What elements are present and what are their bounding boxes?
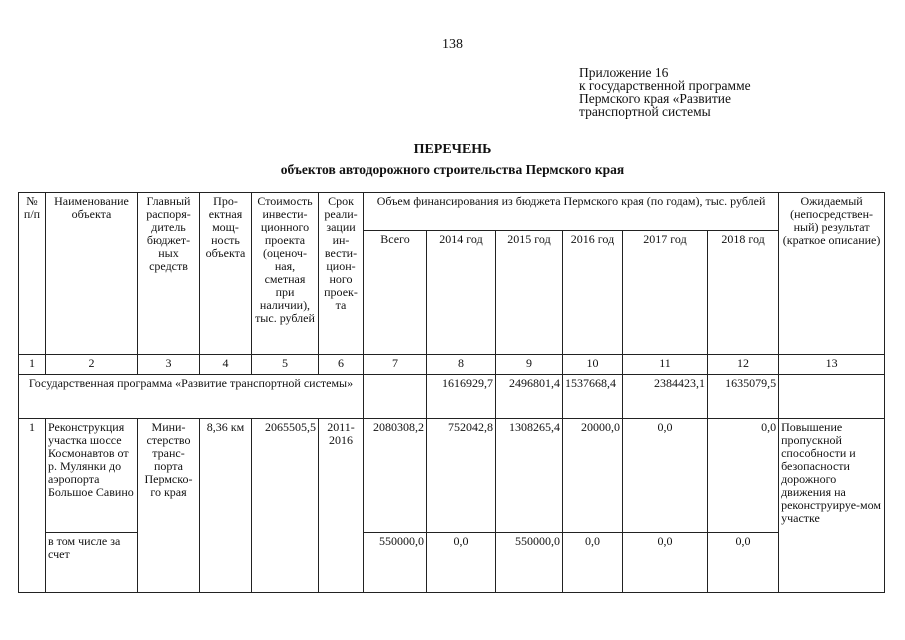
object-result: Повышение пропускной способности и безопасности дорожного движения на реконструируе-мом участке: [779, 419, 885, 593]
column-number: 4: [200, 355, 252, 375]
subrow-2015: 550000,0: [496, 533, 563, 593]
object-2016: 20000,0: [563, 419, 623, 533]
column-number: 13: [779, 355, 885, 375]
header-2015: 2015 год: [496, 231, 563, 355]
program-total: [364, 375, 427, 419]
column-number: 11: [623, 355, 708, 375]
program-2018: 1635079,5: [708, 375, 779, 419]
document-subtitle: объектов автодорожного строительства Пермского края: [280, 162, 625, 177]
column-number: 5: [252, 355, 319, 375]
appendix-line: Приложение 16: [579, 65, 669, 80]
program-row: [19, 375, 885, 419]
program-label: Государственная программа «Развитие транспортной системы»: [19, 375, 364, 419]
appendix-line: к государственной программе: [579, 78, 751, 93]
program-result: [779, 375, 885, 419]
object-2018: 0,0: [708, 419, 779, 533]
header-num: № п/п: [19, 193, 46, 355]
object-2014: 752042,8: [427, 419, 496, 533]
header-2018: 2018 год: [708, 231, 779, 355]
header-name: Наименование объекта: [46, 193, 138, 355]
program-2017: 2384423,1: [623, 375, 708, 419]
object-name: Реконструкция участка шоссе Космонавтов от р. Мулянки до аэропорта Большое Савино: [46, 419, 138, 533]
object-row: [19, 419, 885, 533]
program-2016: 1537668,4: [563, 375, 623, 419]
subrow-2016: 0,0: [563, 533, 623, 593]
appendix-note: [579, 66, 751, 118]
column-number: 6: [319, 355, 364, 375]
program-2015: 2496801,4: [496, 375, 563, 419]
header-funding: Объем финансирования из бюджета Пермского края (по годам), тыс. рублей: [364, 193, 779, 231]
column-numbers-row: [19, 355, 885, 375]
column-number: 12: [708, 355, 779, 375]
object-2015: 1308265,4: [496, 419, 563, 533]
column-number: 3: [138, 355, 200, 375]
document-title: ПЕРЕЧЕНЬ: [413, 142, 492, 157]
column-number: 10: [563, 355, 623, 375]
header-capacity: Про-ектная мощ-ность объекта: [200, 193, 252, 355]
page-number: 138: [442, 37, 463, 52]
object-num: 1: [19, 419, 46, 593]
subrow-label: в том числе за счет: [46, 533, 138, 593]
object-manager: Мини-стерство транс-порта Пермско-го края: [138, 419, 200, 593]
header-term: Срок реали-зации ин-вести-цион-ного проек-та: [319, 193, 364, 355]
column-number: 2: [46, 355, 138, 375]
header-total: Всего: [364, 231, 427, 355]
column-number: 1: [19, 355, 46, 375]
column-number: 7: [364, 355, 427, 375]
header-manager: Главный распоря-дитель бюджет-ных средств: [138, 193, 200, 355]
header-2014: 2014 год: [427, 231, 496, 355]
object-term: 2011-2016: [319, 419, 364, 593]
objects-table: [18, 192, 885, 593]
column-number: 9: [496, 355, 563, 375]
object-2017: 0,0: [623, 419, 708, 533]
appendix-line: транспортной системы: [579, 104, 711, 119]
object-total: 2080308,2: [364, 419, 427, 533]
header-2017: 2017 год: [623, 231, 708, 355]
subrow-2018: 0,0: [708, 533, 779, 593]
object-cost: 2065505,5: [252, 419, 319, 593]
header-result: Ожидаемый (непосредствен-ный) результат (краткое описание): [779, 193, 885, 355]
subrow-2014: 0,0: [427, 533, 496, 593]
object-capacity: 8,36 км: [200, 419, 252, 593]
header-row: [19, 193, 885, 231]
subrow-total: 550000,0: [364, 533, 427, 593]
column-number: 8: [427, 355, 496, 375]
program-2014: 1616929,7: [427, 375, 496, 419]
header-cost: Стоимость инвести-ционного проекта (оценоч-ная, сметная при наличии), тыс. рублей: [252, 193, 319, 355]
appendix-line: Пермского края «Развитие: [579, 91, 731, 106]
header-2016: 2016 год: [563, 231, 623, 355]
subrow-2017: 0,0: [623, 533, 708, 593]
